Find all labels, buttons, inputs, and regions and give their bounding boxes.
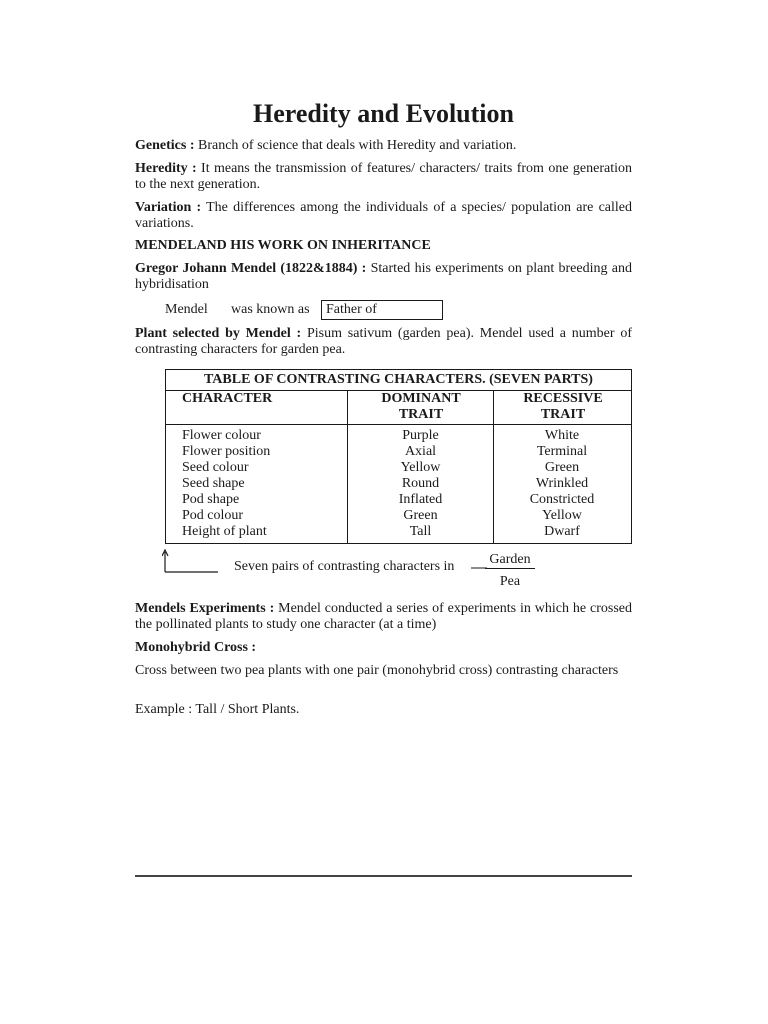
- table-cell: Pod shape: [182, 492, 240, 507]
- father-of-box: Father of: [321, 300, 443, 320]
- table-header-rule: [166, 424, 631, 425]
- plant-selected-text: Pisum sativum (garden pea). Mendel used a number of contrasting characters for garden pea.: [135, 326, 632, 357]
- seven-pairs-text: Seven pairs of contrasting characters in: [234, 559, 455, 574]
- table-cell: Seed shape: [182, 476, 245, 491]
- up-arrow-icon: [162, 548, 218, 574]
- genetics-text: Branch of science that deals with Heredity and variation.: [197, 138, 517, 153]
- heredity-term: Heredity :: [135, 161, 197, 176]
- table-caption: TABLE OF CONTRASTING CHARACTERS. (SEVEN PARTS): [166, 370, 631, 391]
- garden-label: Garden: [485, 552, 535, 569]
- table-cell: Flower colour: [182, 428, 261, 443]
- header-character: CHARACTER: [182, 391, 273, 406]
- header-recessive-trait: RECESSIVE TRAIT: [523, 391, 603, 422]
- character-column: [182, 428, 270, 540]
- experiments-term: Mendels Experiments :: [135, 601, 275, 616]
- genetics-definition: [135, 138, 632, 154]
- known-as-words: was known as: [231, 302, 310, 317]
- contrasting-characters-table: [165, 369, 632, 544]
- table-cell: Tall: [409, 524, 432, 539]
- header-dominant-trait: DOMINANT TRAIT: [381, 391, 461, 422]
- table-cell: Wrinkled: [535, 476, 589, 491]
- variation-text: The differences among the individuals of a species/ population are called variations.: [135, 200, 632, 231]
- table-cell: Height of plant: [182, 524, 267, 539]
- variation-definition: [135, 200, 632, 232]
- table-cell: Dwarf: [544, 524, 580, 539]
- example-text: Example : Tall / Short Plants.: [135, 702, 300, 717]
- table-cell: Yellow: [400, 460, 441, 475]
- mendel-bio-text: Started his experiments on plant breeding and hybridisation: [135, 261, 632, 292]
- monohybrid-text: Cross between two pea plants with one pair (monohybrid cross) contrasting characters: [135, 663, 619, 678]
- table-cell: Terminal: [536, 444, 588, 459]
- mendel-word: Mendel: [165, 302, 208, 317]
- document-page: [135, 0, 632, 1024]
- table-cell: Inflated: [398, 492, 443, 507]
- heredity-definition: [135, 161, 632, 193]
- table-cell: Pod colour: [182, 508, 244, 523]
- variation-term: Variation :: [135, 200, 202, 215]
- table-cell: Constricted: [529, 492, 595, 507]
- table-cell: Green: [403, 508, 438, 523]
- table-cell: White: [544, 428, 580, 443]
- monohybrid-heading: Monohybrid Cross :: [135, 640, 257, 655]
- pea-word: Pea: [499, 574, 521, 589]
- recessive-column: [494, 428, 630, 540]
- table-cell: Round: [401, 476, 440, 491]
- table-cell: Purple: [402, 428, 439, 443]
- section-heading: MENDELAND HIS WORK ON INHERITANCE: [135, 238, 431, 253]
- experiments-text: Mendel conducted a series of experiments in which he crossed the pollinated plants to study one character (at a time): [135, 601, 632, 632]
- mendel-bio-term: Gregor Johann Mendel (1822&1884) :: [135, 261, 367, 276]
- plant-selected-term: Plant selected by Mendel :: [135, 326, 302, 341]
- plant-selected: [135, 326, 632, 358]
- page-title: Heredity and Evolution: [252, 99, 514, 128]
- table-cell: Flower position: [182, 444, 271, 459]
- mendel-bio: [135, 261, 632, 293]
- mendels-experiments: [135, 601, 632, 633]
- table-cell: Seed colour: [182, 460, 249, 475]
- garden-word: [485, 552, 535, 569]
- table-cell: Green: [544, 460, 580, 475]
- table-cell: Axial: [404, 444, 437, 459]
- dominant-column: [348, 428, 493, 540]
- table-cell: Yellow: [542, 508, 582, 523]
- footer-rule: [135, 875, 632, 877]
- heredity-text: It means the transmission of features/ characters/ traits from one generation to the next generation.: [135, 161, 633, 192]
- genetics-term: Genetics :: [135, 138, 195, 153]
